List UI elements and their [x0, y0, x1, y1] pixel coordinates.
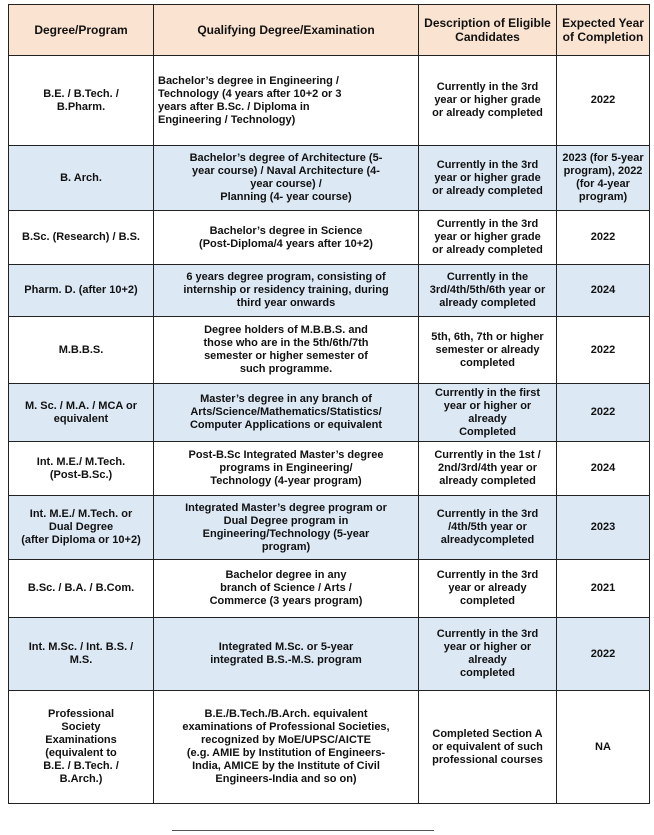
year-cell: [557, 691, 650, 804]
description-cell: [419, 618, 557, 691]
year-cell: [557, 317, 650, 384]
description-line: /4th/5th year or: [448, 521, 527, 533]
year-line: 2022: [590, 647, 616, 660]
description-cell: [419, 691, 557, 804]
degree-line: Dual Degree: [48, 521, 114, 533]
qualifying-cell: [154, 265, 419, 317]
description-line: completed: [459, 667, 515, 679]
header-qualifying: Qualifying Degree/Examination: [154, 5, 419, 56]
table-row: [9, 56, 650, 146]
qualifying-line: Engineering / Technology): [158, 113, 296, 126]
table-row: [9, 496, 650, 560]
description-cell: [419, 442, 557, 496]
footer-divider: [172, 830, 434, 831]
year-cell: [557, 560, 650, 618]
table-row: [9, 691, 650, 804]
qualifying-line: (e.g. AMIE by Institution of Engineers-: [186, 747, 386, 759]
qualifying-line: recognized by MoE/UPSC/AICTE: [201, 734, 371, 746]
description-line: year or already: [448, 582, 527, 594]
degree-line: B.E. / B.Tech. /: [43, 760, 119, 772]
header-year: Expected Year of Completion: [557, 5, 650, 56]
description-line: already completed: [439, 297, 536, 309]
qualifying-line: program): [261, 540, 311, 553]
year-cell: [557, 384, 650, 442]
qualifying-line: semester or higher semester of: [204, 350, 368, 362]
year-line: 2022: [590, 94, 616, 106]
qualifying-line: B.E./B.Tech./B.Arch. equivalent: [204, 708, 368, 720]
header-description: Description of Eligible Candidates: [419, 5, 557, 56]
year-cell: [557, 265, 650, 317]
qualifying-line: integrated B.S.-M.S. program: [210, 654, 362, 666]
degree-line: (after Diploma or 10+2): [21, 534, 141, 546]
description-line: Currently in the 3rd: [436, 218, 539, 230]
description-line: Currently in the 1st /: [434, 449, 541, 461]
degree-line: B.Arch.): [59, 773, 103, 785]
qualifying-line: internship or residency training, during: [183, 284, 389, 296]
year-cell: [557, 496, 650, 560]
description-line: completed: [459, 595, 515, 607]
degree-cell: [9, 496, 154, 560]
qualifying-line: Technology (4-year program): [210, 475, 362, 487]
qualifying-cell: [154, 496, 419, 560]
table-row: [9, 146, 650, 211]
degree-line: M.S.: [69, 654, 93, 666]
description-line: alreadycompleted: [440, 534, 535, 546]
description-line: 5th, 6th, 7th or higher: [431, 330, 544, 343]
description-line: year or higher grade: [434, 231, 541, 243]
qualifying-cell: [154, 146, 419, 211]
qualifying-line: Post-B.Sc Integrated Master’s degree: [188, 449, 384, 461]
description-line: Currently in the 3rd: [436, 508, 539, 520]
description-line: already completed: [439, 475, 536, 487]
qualifying-line: Technology (4 years after 10+2 or 3: [158, 87, 342, 100]
qualifying-cell: [154, 691, 419, 804]
qualifying-line: year course) / Naval Architecture (4-: [192, 165, 380, 177]
qualifying-line: Commerce (3 years program): [209, 595, 363, 607]
qualifying-line: Planning (4- year course): [220, 191, 352, 203]
qualifying-cell: [154, 56, 419, 146]
year-line: program), 2022: [563, 165, 643, 177]
description-line: year or higher grade: [434, 94, 541, 106]
year-line: 2022: [590, 406, 616, 418]
degree-line: (Post-B.Sc.): [49, 468, 113, 481]
degree-cell: [9, 618, 154, 691]
degree-line: M.B.B.S.: [58, 343, 104, 356]
description-line: semester or already: [435, 343, 540, 356]
description-cell: [419, 211, 557, 265]
table-row: [9, 384, 650, 442]
qualifying-line: Engineering/Technology (5-year: [202, 527, 370, 540]
year-line: 2022: [590, 343, 616, 356]
table-row: [9, 442, 650, 496]
qualifying-line: those who are in the 5th/6th/7th: [203, 337, 369, 349]
year-cell: [557, 211, 650, 265]
description-line: professional courses: [432, 753, 543, 766]
table-row: [9, 618, 650, 691]
description-line: already: [468, 412, 507, 425]
description-line: Completed Section A: [432, 727, 543, 740]
description-line: year or higher grade: [434, 171, 541, 184]
header-degree: Degree/Program: [9, 5, 154, 56]
degree-line: Examinations: [45, 734, 117, 746]
description-line: Currently in the 3rd: [436, 81, 539, 93]
degree-line: B.Sc. / B.A. / B.Com.: [27, 582, 135, 594]
degree-line: M. Sc. / M.A. / MCA or: [24, 399, 138, 412]
year-cell: [557, 146, 650, 211]
qualifying-line: such programme.: [239, 363, 333, 375]
header-row: [9, 5, 650, 56]
degree-cell: [9, 211, 154, 265]
qualifying-line: Arts/Science/Mathematics/Statistics/: [190, 406, 382, 418]
degree-cell: [9, 265, 154, 317]
degree-cell: [9, 56, 154, 146]
qualifying-cell: [154, 618, 419, 691]
year-line: 2024: [590, 284, 616, 296]
year-line: program): [578, 191, 628, 203]
description-line: or already completed: [432, 184, 543, 197]
qualifying-line: Integrated Master’s degree program or: [185, 501, 387, 514]
year-cell: [557, 56, 650, 146]
qualifying-line: Integrated M.Sc. or 5-year: [218, 641, 354, 653]
degree-line: Pharm. D. (after 10+2): [24, 284, 138, 296]
table-row: [9, 211, 650, 265]
description-line: Currently in the first: [434, 386, 541, 399]
table-row: [9, 265, 650, 317]
qualifying-cell: [154, 560, 419, 618]
qualifying-line: branch of Science / Arts /: [220, 582, 352, 594]
degree-line: B.Sc. (Research) / B.S.: [22, 231, 140, 243]
description-cell: [419, 560, 557, 618]
year-line: NA: [595, 740, 611, 753]
description-cell: [419, 384, 557, 442]
qualifying-line: 6 years degree program, consisting of: [186, 271, 386, 283]
degree-cell: [9, 384, 154, 442]
description-line: Currently in the: [446, 271, 529, 283]
year-line: 2024: [590, 462, 616, 474]
qualifying-line: Dual Degree program in: [223, 514, 349, 527]
description-line: or already completed: [432, 107, 543, 119]
qualifying-cell: [154, 442, 419, 496]
table-row: [9, 560, 650, 618]
degree-line: Int. M.E./ M.Tech.: [36, 455, 126, 468]
description-line: 3rd/4th/5th/6th year or: [429, 284, 546, 296]
description-line: Completed: [459, 425, 516, 438]
description-line: already: [468, 654, 507, 666]
eligibility-table: [8, 4, 650, 804]
degree-line: B.E. / B.Tech. /: [43, 87, 119, 100]
table-row: [9, 317, 650, 384]
description-cell: [419, 265, 557, 317]
degree-cell: [9, 317, 154, 384]
qualifying-line: Bachelor’s degree of Architecture (5-: [189, 152, 383, 164]
qualifying-line: Master’s degree in any branch of: [200, 393, 372, 405]
qualifying-line: Bachelor’s degree in Engineering /: [158, 74, 339, 87]
table-body: [9, 56, 650, 804]
degree-cell: [9, 146, 154, 211]
degree-cell: [9, 560, 154, 618]
degree-line: Society: [61, 721, 101, 733]
year-line: 2022: [590, 231, 616, 243]
qualifying-line: examinations of Professional Societies,: [182, 721, 390, 733]
degree-line: Int. M.Sc. / Int. B.S. /: [28, 641, 134, 653]
description-cell: [419, 317, 557, 384]
degree-line: equivalent: [53, 412, 109, 425]
qualifying-line: year course) /: [250, 178, 322, 190]
qualifying-cell: [154, 384, 419, 442]
description-line: 2nd/3rd/4th year or: [437, 462, 538, 474]
year-line: (for 4-year: [576, 178, 630, 190]
year-line: 2021: [590, 582, 616, 594]
qualifying-line: India, AMICE by the Institute of Civil: [192, 760, 380, 772]
degree-line: B.Pharm.: [56, 100, 106, 113]
description-line: Currently in the 3rd: [436, 158, 539, 171]
description-line: Currently in the 3rd: [436, 569, 539, 581]
qualifying-cell: [154, 317, 419, 384]
qualifying-line: programs in Engineering/: [219, 462, 353, 474]
qualifying-line: Bachelor degree in any: [225, 569, 347, 581]
degree-line: Professional: [47, 708, 115, 720]
year-cell: [557, 618, 650, 691]
qualifying-line: Bachelor’s degree in Science: [209, 224, 363, 237]
description-cell: [419, 496, 557, 560]
qualifying-cell: [154, 211, 419, 265]
qualifying-line: Degree holders of M.B.B.S. and: [204, 324, 368, 336]
description-line: completed: [459, 356, 515, 369]
degree-line: Int. M.E./ M.Tech. or: [29, 508, 133, 520]
degree-line: B. Arch.: [60, 171, 102, 184]
year-line: 2023 (for 5-year: [562, 152, 644, 164]
degree-cell: [9, 691, 154, 804]
description-line: year or higher or: [443, 399, 532, 412]
degree-cell: [9, 442, 154, 496]
description-line: or equivalent of such: [432, 740, 543, 753]
year-cell: [557, 442, 650, 496]
description-cell: [419, 146, 557, 211]
description-line: or already completed: [432, 244, 543, 256]
qualifying-line: years after B.Sc. / Diploma in: [158, 100, 310, 113]
description-cell: [419, 56, 557, 146]
qualifying-line: (Post-Diploma/4 years after 10+2): [199, 237, 373, 250]
degree-line: (equivalent to: [45, 747, 117, 759]
description-line: Currently in the 3rd: [436, 628, 539, 640]
qualifying-line: third year onwards: [236, 297, 336, 309]
description-line: year or higher or: [443, 641, 532, 653]
year-line: 2023: [590, 521, 616, 533]
qualifying-line: Computer Applications or equivalent: [189, 419, 383, 431]
qualifying-line: Engineers-India and so on): [215, 773, 357, 785]
